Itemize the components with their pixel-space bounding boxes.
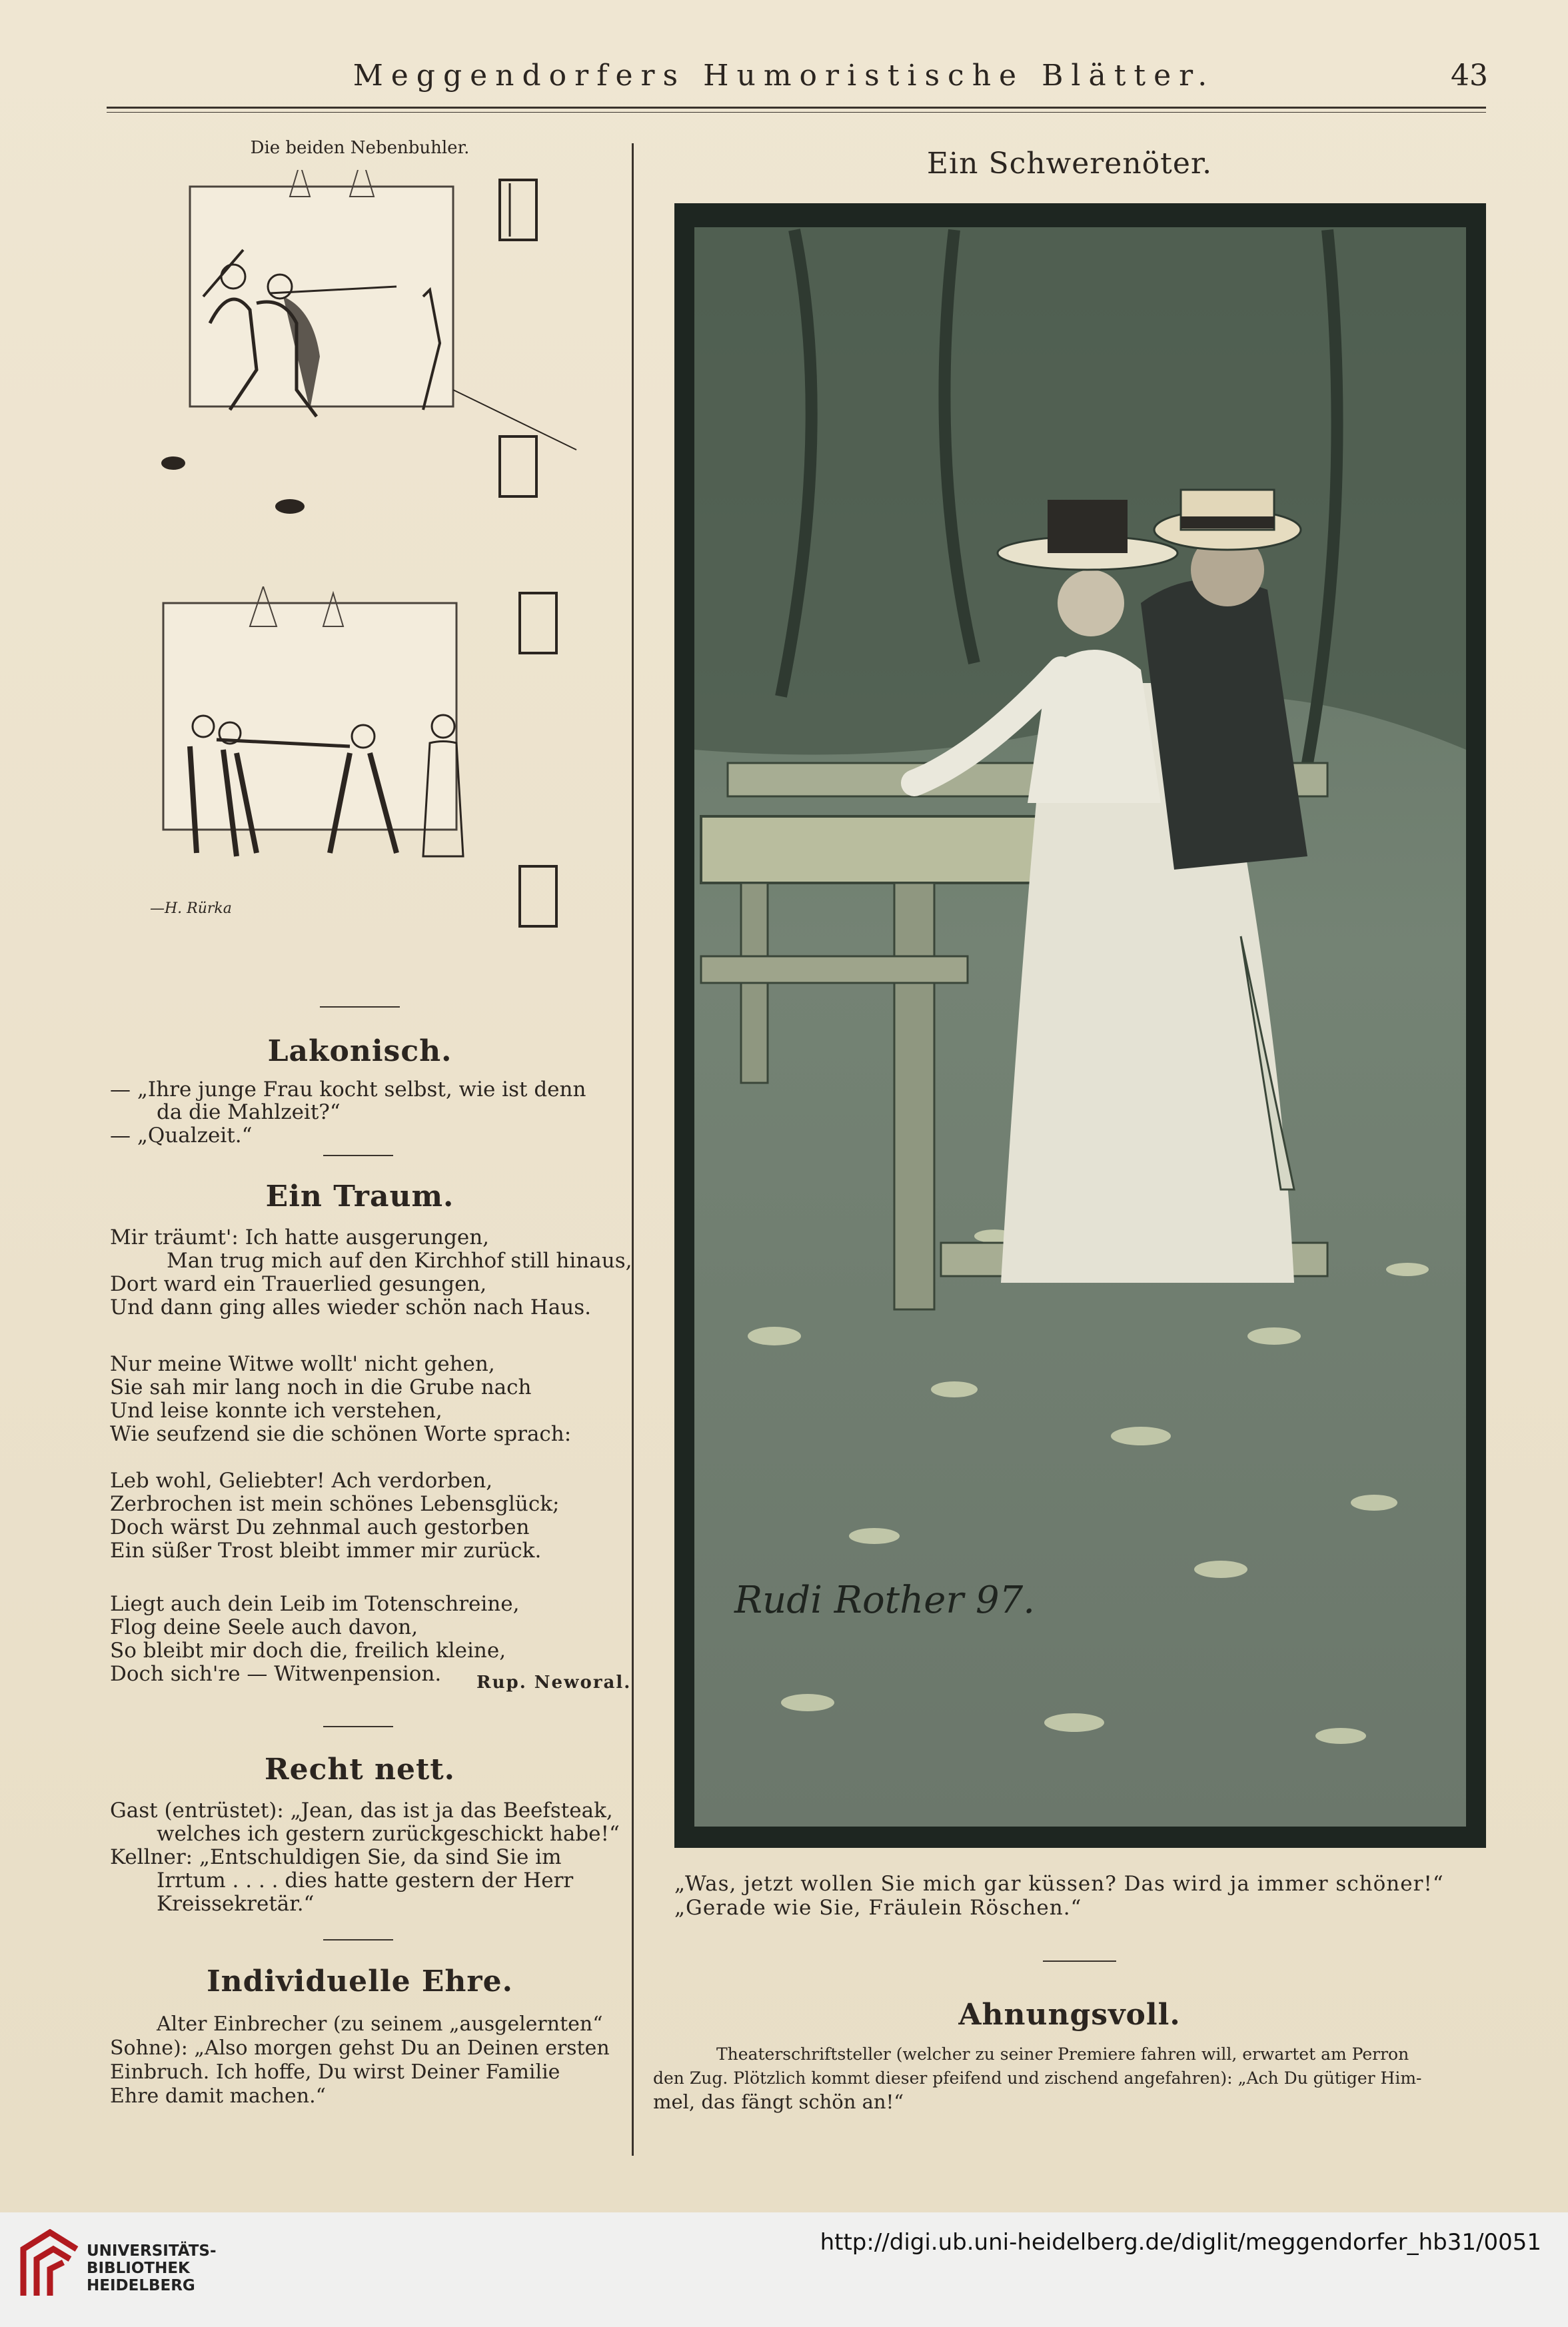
poem-line: Liegt auch dein Leib im Totenschreine, xyxy=(110,1592,520,1616)
lakonisch-line: — „Ihre junge Frau kocht selbst, wie ist denn xyxy=(110,1078,586,1102)
poem-line: Zerbrochen ist mein schönes Lebensglück; xyxy=(110,1492,560,1516)
poem-line: Leb wohl, Geliebter! Ach verdorben, xyxy=(110,1469,493,1493)
poem-line: So bleibt mir doch die, freilich kleine, xyxy=(110,1639,506,1663)
illustration-frame xyxy=(674,203,1486,1848)
ahnungsvoll-title: Ahnungsvoll. xyxy=(958,1998,1181,2032)
poem-line: Sie sah mir lang noch in die Grube nach xyxy=(110,1375,532,1399)
traum-title: Ein Traum. xyxy=(265,1179,454,1213)
poem-line: Doch wärst Du zehnmal auch gestorben xyxy=(110,1515,530,1539)
header-title: Meggendorfers Humoristische Blätter. xyxy=(353,59,1215,93)
traum-stanza-4 xyxy=(110,1593,519,1686)
recht-nett-line: welches ich gestern zurückgeschickt habe!“ xyxy=(157,1822,620,1846)
section-rule xyxy=(323,1155,393,1156)
poem-line: Wie seufzend sie die schönen Worte sprach: xyxy=(110,1422,572,1446)
ahnungsvoll-line: den Zug. Plötzlich kommt dieser pfeifend und zischend angefahren): „Ach Du gütiger Him- xyxy=(653,2068,1422,2088)
poem-line: Doch sich're — Witwenpension. xyxy=(110,1662,442,1686)
ehre-title: Individuelle Ehre. xyxy=(207,1964,513,1998)
poem-line: Man trug mich auf den Kirchhof still hinaus, xyxy=(167,1249,632,1273)
library-logo-icon xyxy=(17,2229,83,2302)
header-rule-thin xyxy=(107,112,1486,113)
library-logo-text xyxy=(87,2242,217,2294)
poem-line: Mir träumt': Ich hatte ausgerungen, xyxy=(110,1225,490,1249)
poem-line: Dort ward ein Trauerlied gesungen, xyxy=(110,1272,487,1296)
illustration-caption-line: „Gerade wie Sie, Fräulein Röschen.“ xyxy=(674,1896,1082,1920)
recht-nett-title: Recht nett. xyxy=(265,1753,455,1787)
poem-line: Und leise konnte ich verstehen, xyxy=(110,1399,442,1423)
lakonisch-title: Lakonisch. xyxy=(267,1034,452,1068)
section-rule xyxy=(323,1726,393,1727)
page-number: 43 xyxy=(1451,59,1488,93)
logo-line: UNIVERSITÄTS- xyxy=(87,2242,217,2260)
section-rule xyxy=(320,1006,400,1008)
schwerenoeter-title: Ein Schwerenöter. xyxy=(926,147,1213,181)
poem-line: Nur meine Witwe wollt' nicht gehen, xyxy=(110,1352,495,1376)
source-url-link[interactable]: http://digi.ub.uni-heidelberg.de/diglit/meggendorfer_hb31/0051 xyxy=(820,2229,1541,2256)
ahnungsvoll-line: Theaterschriftsteller (welcher zu seiner Premiere fahren will, erwartet am Perron xyxy=(716,2044,1409,2064)
svg-text:—H. Rürka: —H. Rürka xyxy=(150,900,232,917)
traum-stanza-1 xyxy=(110,1226,632,1319)
illustration-caption-line: „Was, jetzt wollen Sie mich gar küssen? Das wird ja immer schöner!“ xyxy=(674,1872,1444,1896)
column-divider xyxy=(632,143,634,2156)
painting-signature: Rudi Rother 97. xyxy=(734,1579,1036,1622)
ahnungsvoll-line: mel, das fängt schön an!“ xyxy=(653,2090,904,2113)
cartoon-panel-2 xyxy=(137,586,590,973)
recht-nett-line: Kreissekretär.“ xyxy=(157,1892,315,1916)
logo-line: HEIDELBERG xyxy=(87,2277,195,2294)
recht-nett-line: Kellner: „Entschuldigen Sie, da sind Sie im xyxy=(110,1845,562,1869)
cartoon-caption: Die beiden Nebenbuhler. xyxy=(250,138,470,158)
section-rule xyxy=(323,1939,393,1940)
logo-line: BIBLIOTHEK xyxy=(87,2260,190,2277)
cartoon-panel-1 xyxy=(137,170,590,550)
ehre-line: Sohne): „Also morgen gehst Du an Deinen ersten xyxy=(110,2036,610,2060)
header-rule xyxy=(107,107,1486,109)
lakonisch-line: da die Mahlzeit?“ xyxy=(157,1100,341,1124)
poem-line: Flog deine Seele auch davon, xyxy=(110,1615,418,1639)
traum-stanza-3 xyxy=(110,1469,559,1563)
poem-line: Und dann ging alles wieder schön nach Haus. xyxy=(110,1295,591,1319)
poem-line: Ein süßer Trost bleibt immer mir zurück. xyxy=(110,1539,542,1563)
ehre-line: Einbruch. Ich hoffe, Du wirst Deiner Familie xyxy=(110,2060,560,2084)
poem-author: Rup. Neworal. xyxy=(476,1673,632,1693)
lakonisch-line: — „Qualzeit.“ xyxy=(110,1124,253,1148)
ehre-line: Ehre damit machen.“ xyxy=(110,2084,326,2108)
recht-nett-line: Gast (entrüstet): „Jean, das ist ja das Beefsteak, xyxy=(110,1799,613,1823)
recht-nett-line: Irrtum . . . . dies hatte gestern der Herr xyxy=(157,1869,574,1893)
ehre-line: Alter Einbrecher (zu seinem „ausgelernten“ xyxy=(157,2012,603,2036)
traum-stanza-2 xyxy=(110,1353,571,1446)
section-rule xyxy=(1043,1960,1116,1962)
